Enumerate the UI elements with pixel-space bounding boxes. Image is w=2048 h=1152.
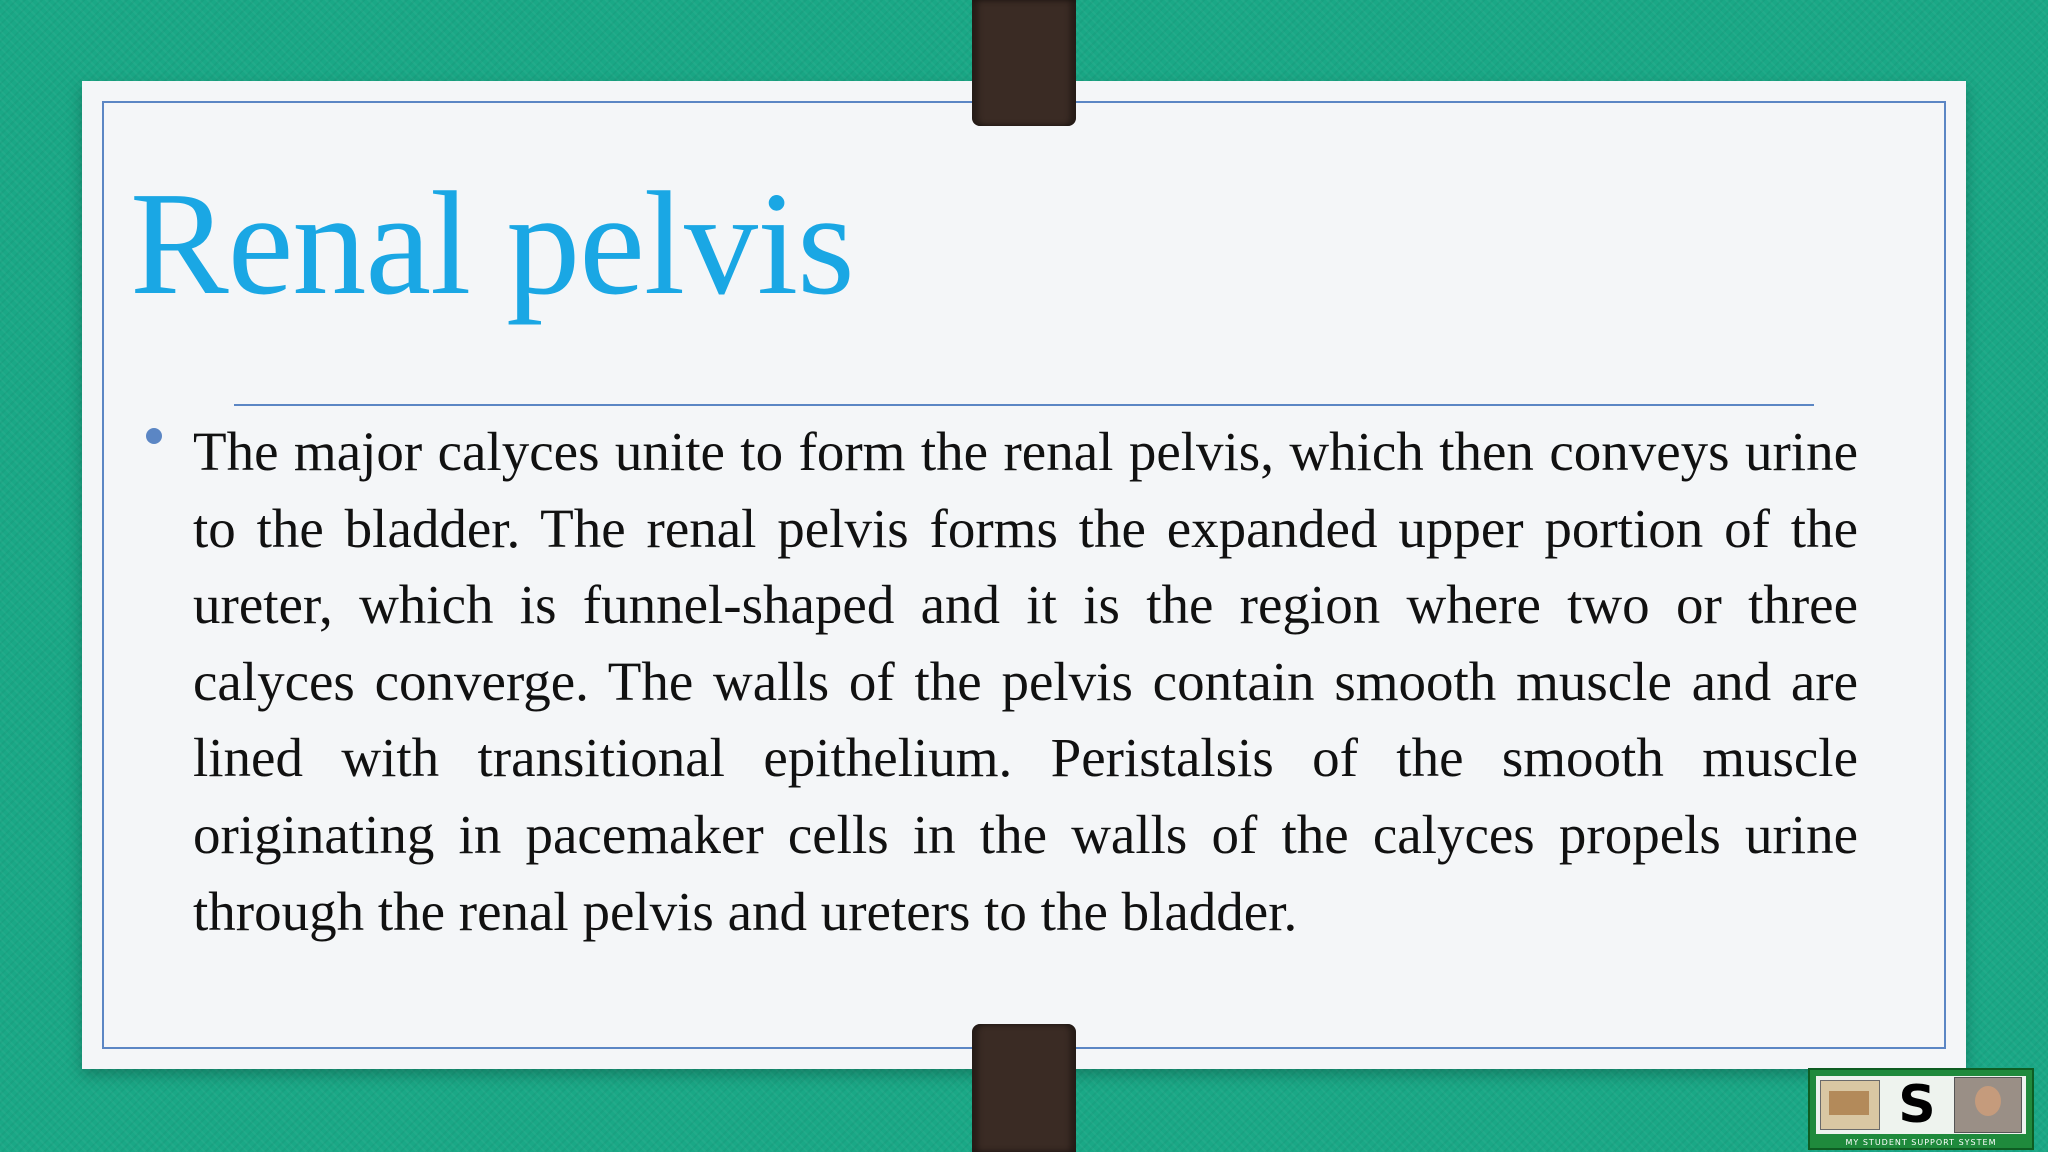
books-icon [1820, 1080, 1880, 1130]
logo-letter: S [1898, 1075, 1936, 1135]
top-strap [972, 0, 1076, 126]
bullet-text: The major calyces unite to form the renal pelvis, which then conveys urine to the bladder. The renal pelvis forms the expanded upper portion of the ureter, which is funnel-shaped and it is the region where two or three calyces converge. The walls of the pelvis contain smooth muscle and are lined with transitional epithelium. Peristalsis of the smooth muscle originating in pacemaker cells in the walls of the calyces propels urine through the renal pelvis and ureters to the bladder. [193, 421, 1858, 942]
title-divider [234, 404, 1814, 406]
logo-panel [1816, 1076, 2026, 1134]
bottom-strap [972, 1024, 1076, 1152]
presenter-photo [1954, 1077, 2022, 1133]
logo-caption: MY STUDENT SUPPORT SYSTEM [1845, 1138, 1997, 1147]
channel-logo [1808, 1068, 2034, 1150]
bullet-icon [146, 428, 162, 444]
slide-title: Renal pelvis [130, 162, 854, 326]
